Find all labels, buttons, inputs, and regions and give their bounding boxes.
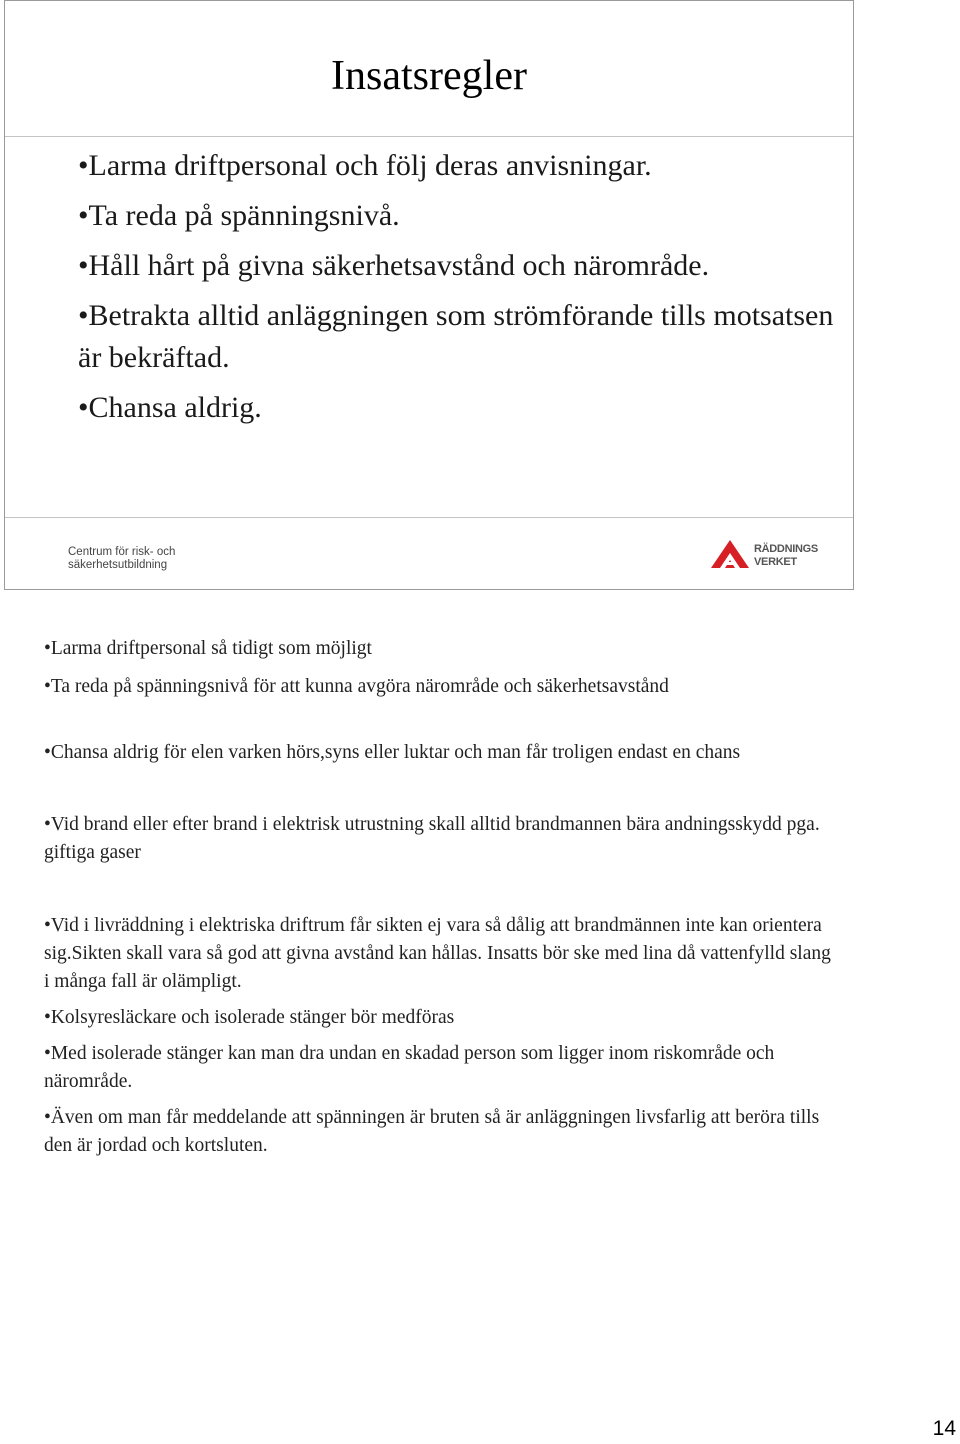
raddningsverket-logo-line1: RÄDDNINGS [754,543,818,555]
note-item: •Ta reda på spänningsnivå för att kunna avgöra närområde och säkerhetsavstånd [44,676,669,697]
cerus-logo-line2: säkerhetsutbildning [68,559,168,571]
slide-bullet: •Larma driftpersonal och följ deras anvisningar. [78,149,652,182]
raddningsverket-logo [709,537,834,571]
slide-bullet-list [78,145,848,437]
slide-bullet: •Chansa aldrig. [78,391,262,424]
note-item: •Med isolerade stänger kan man dra undan en skadad person som ligger inom riskområde och närområde. [44,1043,775,1092]
slide-bullet: •Håll hårt på givna säkerhetsavstånd och närområde. [78,249,710,282]
cerus-logo [68,546,175,572]
note-item: •Kolsyresläckare och isolerade stänger bör medföras [44,1007,455,1028]
slide-bullet: •Ta reda på spänningsnivå. [78,199,400,232]
note-item: •Vid brand eller efter brand i elektrisk utrustning skall alltid brandmannen bära andningsskydd pga. giftiga gaser [44,814,820,863]
slide-title-area [5,1,853,137]
note-item: •Chansa aldrig för elen varken hörs,syns eller luktar och man får troligen endast en chans [44,742,741,763]
cerus-logo-line1: Centrum för risk- och [68,546,176,558]
note-item: •Vid i livräddning i elektriska driftrum får sikten ej vara så dålig att brandmännen inte kan orientera sig.Sikten skall vara så god att givna avstånd kan hållas. Insatts bör ske med lina då vattenfylld slang i många fall är olämpligt. [44,915,831,992]
slide-thumbnail [4,0,854,590]
raddningsverket-logo-line2: VERKET [754,556,797,568]
page-number: 14 [932,1417,956,1440]
note-item: •Även om man får meddelande att spänningen är bruten så är anläggningen livsfarlig att beröra tills den är jordad och kortsluten. [44,1107,820,1156]
speaker-notes [44,635,834,1160]
raddningsverket-emblem-icon [709,537,751,571]
note-item: •Larma driftpersonal så tidigt som möjligt [44,638,372,659]
slide-footer-divider [5,517,853,518]
slide-bullet: •Betrakta alltid anläggningen som strömförande tills motsatsen är bekräftad. [78,299,834,374]
slide-title: Insatsregler [331,53,527,99]
